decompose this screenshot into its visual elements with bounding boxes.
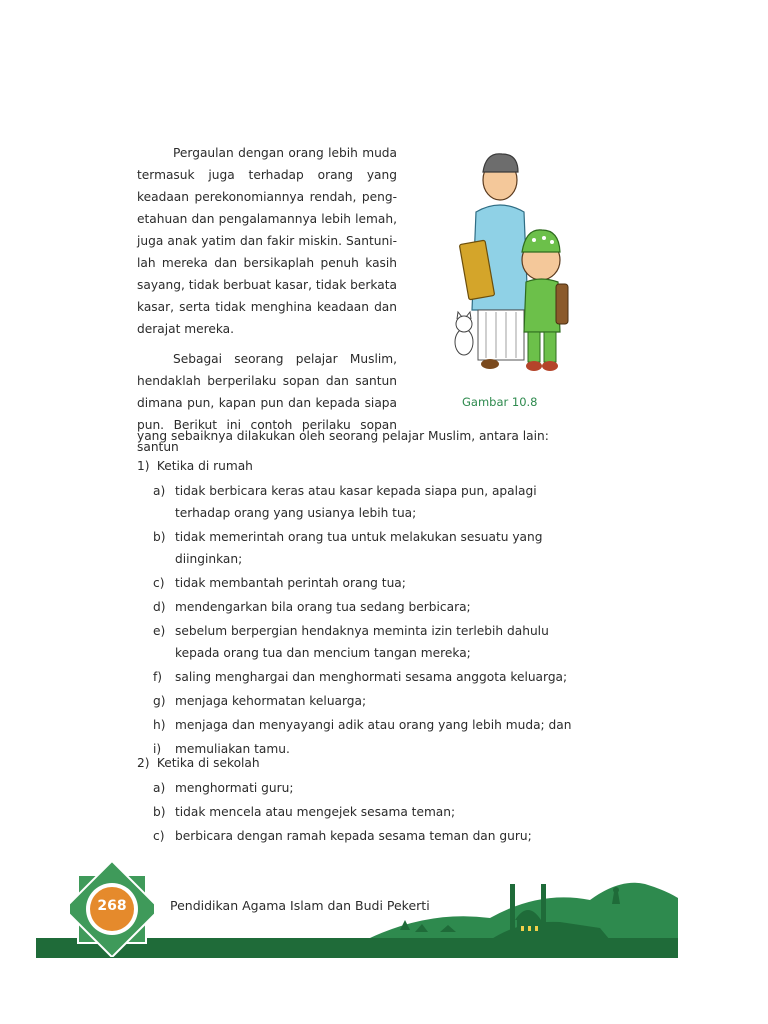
item-letter: a)	[153, 781, 166, 795]
item-letter: d)	[153, 600, 166, 614]
intro-paragraph-2: Sebagai seorang pelajar Muslim, hendaklah berperilaku sopan dan santun dimana pun, kapan pun dan kepada siapa pun. Berikut ini contoh perilaku sopan santun	[137, 352, 397, 454]
list-item	[153, 480, 578, 524]
list-item	[153, 801, 578, 823]
item-text: tidak membantah perintah orang tua;	[175, 576, 406, 590]
item-letter: a)	[153, 484, 166, 498]
book-title: Pendidikan Agama Islam dan Budi Pekerti	[170, 898, 430, 913]
list-item	[153, 666, 578, 688]
list-item	[153, 620, 578, 664]
section-title-home	[137, 456, 253, 476]
section-label: Ketika di rumah	[156, 459, 253, 473]
list-item	[153, 526, 578, 570]
intro-continuation: yang sebaiknya dilakukan oleh seorang pelajar Muslim, antara lain:	[137, 429, 549, 443]
illustration-teacher-and-child	[446, 142, 586, 382]
item-letter: e)	[153, 624, 166, 638]
item-text: menghormati guru;	[175, 781, 294, 795]
item-letter: b)	[153, 530, 166, 544]
home-behavior-list	[153, 480, 578, 760]
item-letter: f)	[153, 670, 163, 684]
section-title-school	[137, 753, 260, 773]
item-text: memuliakan tamu.	[175, 742, 290, 756]
section-number: 2)	[137, 756, 150, 770]
list-item	[153, 572, 578, 594]
item-text: sebelum berpergian hendaknya meminta izin terlebih dahulu kepada orang tua dan mencium tangan mereka;	[175, 624, 549, 660]
list-item	[153, 690, 578, 712]
section-number: 1)	[137, 459, 150, 473]
list-item	[153, 714, 578, 736]
item-letter: i)	[153, 742, 162, 756]
item-letter: c)	[153, 576, 165, 590]
item-text: menjaga kehormatan keluarga;	[175, 694, 367, 708]
list-item	[153, 596, 578, 618]
item-text: tidak berbicara keras atau kasar kepada siapa pun, apalagi terhadap orang yang usianya lebih tua;	[175, 484, 537, 520]
item-text: menjaga dan menyayangi adik atau orang yang lebih muda; dan	[175, 718, 572, 732]
item-text: mendengarkan bila orang tua sedang berbicara;	[175, 600, 471, 614]
intro-column	[137, 142, 397, 458]
item-letter: c)	[153, 829, 165, 843]
school-behavior-list	[153, 777, 578, 847]
item-letter: g)	[153, 694, 166, 708]
page-number: 268	[97, 898, 127, 914]
item-text: berbicara dengan ramah kepada sesama teman dan guru;	[175, 829, 532, 843]
item-text: tidak mencela atau mengejek sesama teman;	[175, 805, 456, 819]
item-text: tidak memerintah orang tua untuk melakukan sesuatu yang diinginkan;	[175, 530, 543, 566]
item-text: saling menghargai dan menghormati sesama anggota keluarga;	[175, 670, 568, 684]
item-letter: b)	[153, 805, 166, 819]
figure-caption: Gambar 10.8	[462, 395, 538, 409]
section-label: Ketika di sekolah	[156, 756, 260, 770]
item-letter: h)	[153, 718, 166, 732]
list-item	[153, 825, 578, 847]
intro-paragraph-1: Pergaulan dengan orang lebih muda termasuk juga terhadap orang yang keadaan perekonomiannya rendah, peng-etahuan dan pengalamannya lebih lemah, juga anak yatim dan fakir miskin. Santuni-lah mereka dan bersikaplah penuh kasih sayang, tidak berbuat kasar, tidak berkata kasar, serta tidak menghina keadaan dan derajat mereka.	[137, 146, 397, 336]
list-item	[153, 777, 578, 799]
